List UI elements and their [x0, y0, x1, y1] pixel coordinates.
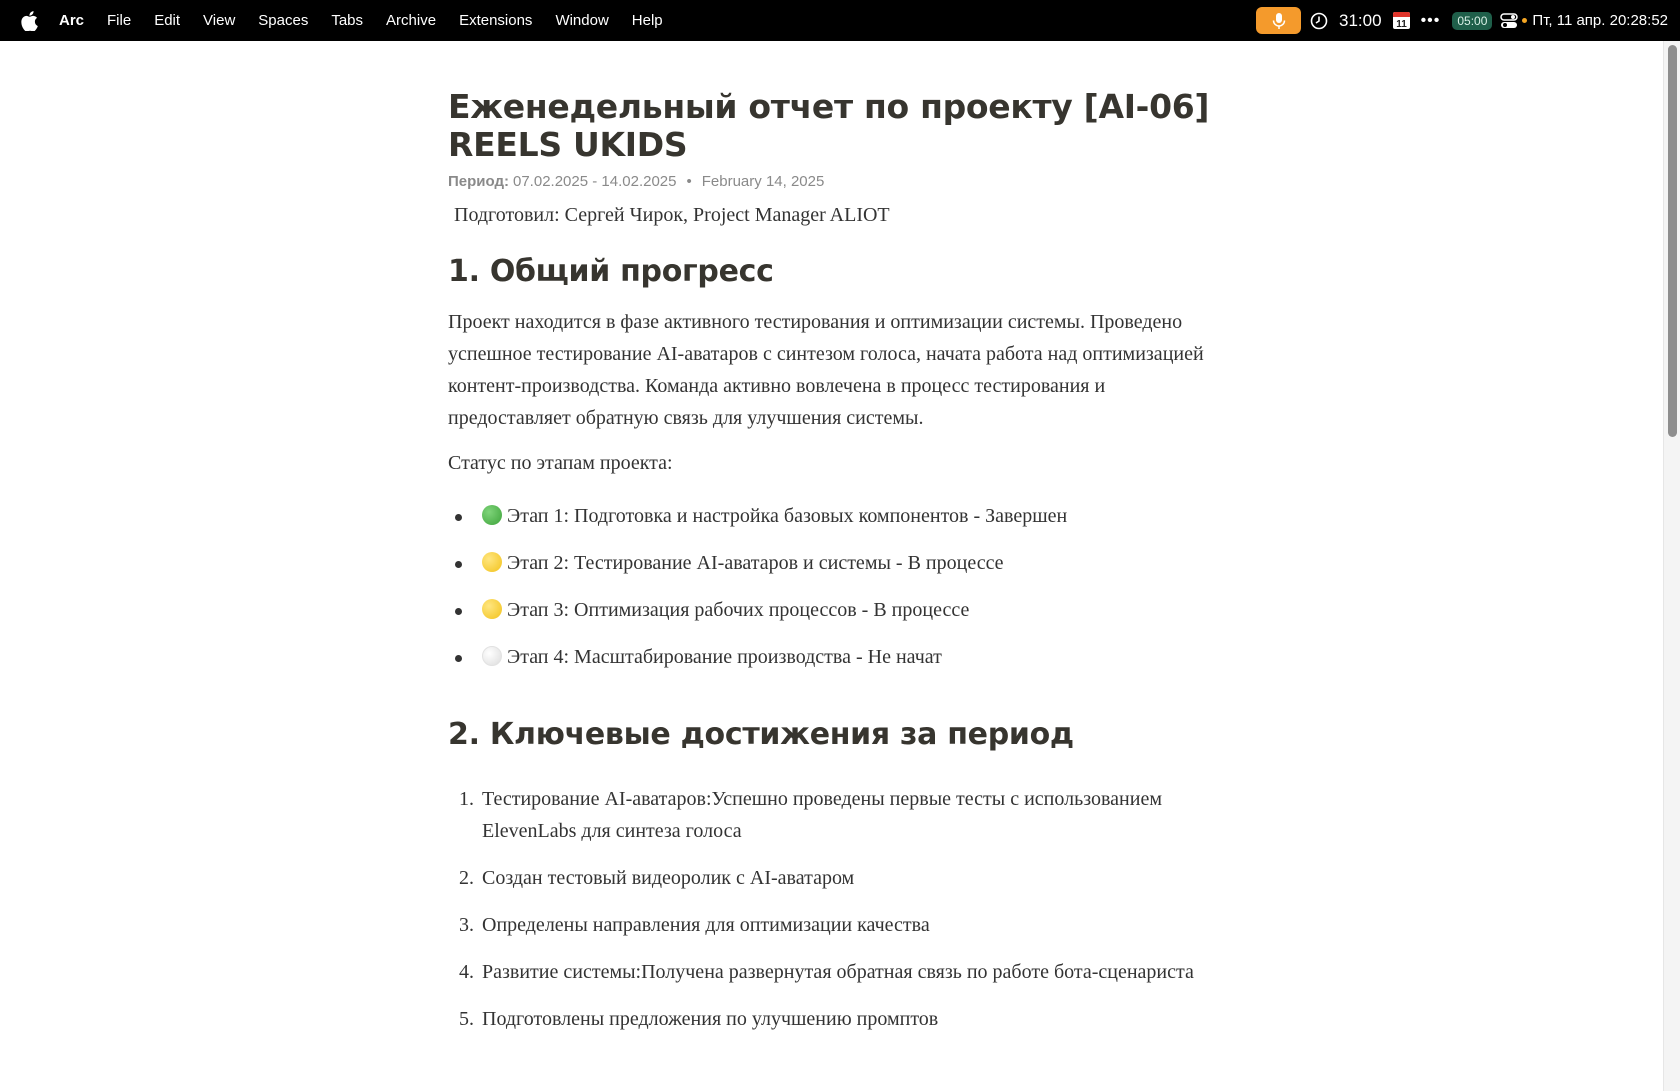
list-number: 4. — [459, 961, 474, 983]
list-item-text: Создан тестовый видеоролик с AI-аватаром — [482, 867, 855, 889]
stage-item — [448, 641, 1228, 688]
progress-paragraph: Проект находится в фазе активного тестирования и оптимизации системы. Проведено успешное тестирование AI-аватаров с синтезом голоса, начата работа над оптимизацией контент-производства. Команда активно вовлечена в процесс тестирования и предоставляет обратную связь для улучшения системы. — [448, 311, 1204, 429]
menu-archive[interactable]: Archive — [386, 12, 437, 29]
timer-readout[interactable]: 31:00 — [1339, 10, 1382, 30]
menu-app-arc[interactable]: Arc — [59, 12, 85, 29]
menu-spaces[interactable]: Spaces — [258, 12, 309, 29]
menu-bar-clock[interactable]: Пт, 11 апр. 20:28:52 — [1532, 12, 1668, 29]
menu-bar — [0, 0, 1680, 41]
list-number: 1. — [459, 788, 474, 810]
page-title: Еженедельный отчет по проекту [AI-06] REELS UKIDS — [448, 87, 1210, 164]
stage-text: Этап 4: Масштабирование производства - Не начат — [507, 646, 942, 668]
stage-item — [448, 594, 1228, 641]
list-item — [448, 909, 1228, 941]
bullet-icon — [455, 655, 462, 662]
microphone-icon[interactable] — [1256, 7, 1301, 34]
control-center-icon[interactable] — [1500, 13, 1518, 29]
stage-text: Этап 1: Подготовка и настройка базовых компонентов - Завершен — [507, 505, 1068, 527]
stage-item — [448, 547, 1228, 594]
section-heading-achievements: 2. Ключевые достижения за период — [448, 717, 1074, 752]
stage-text: Этап 2: Тестирование AI-аватаров и системы - В процессе — [507, 552, 1004, 574]
calendar-day: 11 — [1395, 19, 1407, 30]
calendar-icon[interactable] — [1392, 11, 1411, 30]
menu-edit[interactable]: Edit — [154, 12, 181, 29]
menu-bar-extras — [1256, 0, 1668, 41]
vertical-scrollbar[interactable] — [1663, 41, 1680, 1091]
yellow-circle-icon — [482, 599, 502, 619]
section-heading-progress: 1. Общий прогресс — [448, 254, 774, 289]
stage-item — [448, 500, 1228, 547]
bullet-icon — [455, 608, 462, 615]
menu-tabs[interactable]: Tabs — [331, 12, 364, 29]
menu-extensions[interactable]: Extensions — [459, 12, 533, 29]
list-item-text: Тестирование AI-аватаров:Успешно проведены первые тесты с использованием ElevenLabs для синтеза голоса — [482, 788, 1162, 842]
list-number: 3. — [459, 914, 474, 936]
bullet-icon — [455, 561, 462, 568]
period-value: 07.02.2025 - 14.02.2025 — [513, 173, 677, 190]
stage-list — [448, 500, 1228, 688]
stage-text: Этап 3: Оптимизация рабочих процессов - В процессе — [507, 599, 970, 621]
list-item-text: Определены направления для оптимизации качества — [482, 914, 930, 936]
list-number: 5. — [459, 1008, 474, 1030]
menu-window[interactable]: Window — [555, 12, 609, 29]
list-item — [448, 1003, 1228, 1035]
list-item — [448, 783, 1228, 847]
list-item-text: Развитие системы:Получена развернутая обратная связь по работе бота-сценариста — [482, 961, 1194, 983]
white-circle-icon — [482, 646, 502, 666]
status-label: Статус по этапам проекта: — [448, 452, 673, 474]
green-circle-icon — [482, 505, 502, 525]
meta-separator: • — [686, 173, 692, 190]
menu-help[interactable]: Help — [631, 12, 663, 29]
list-item — [448, 862, 1228, 894]
report-date: February 14, 2025 — [701, 173, 825, 190]
more-icon[interactable]: ••• — [1420, 11, 1441, 29]
report-author: Подготовил: Сергей Чирок, Project Manager ALIOT — [454, 204, 890, 226]
report-document — [448, 41, 1228, 1050]
timer-icon[interactable] — [1309, 11, 1329, 31]
list-number: 2. — [459, 867, 474, 889]
report-meta — [448, 173, 1228, 190]
scrollbar-thumb[interactable] — [1668, 45, 1677, 437]
list-item-text: Подготовлены предложения по улучшению промптов — [482, 1008, 939, 1030]
apple-logo-icon[interactable] — [21, 11, 41, 31]
period-label: Период: — [448, 173, 509, 190]
menu-file[interactable]: File — [107, 12, 132, 29]
yellow-circle-icon — [482, 552, 502, 572]
achievement-list — [448, 783, 1228, 1035]
pomodoro-badge[interactable]: 05:00 — [1452, 12, 1492, 30]
mic-in-use-indicator — [1522, 18, 1527, 23]
list-item — [448, 956, 1228, 988]
bullet-icon — [455, 514, 462, 521]
menu-view[interactable]: View — [203, 12, 236, 29]
